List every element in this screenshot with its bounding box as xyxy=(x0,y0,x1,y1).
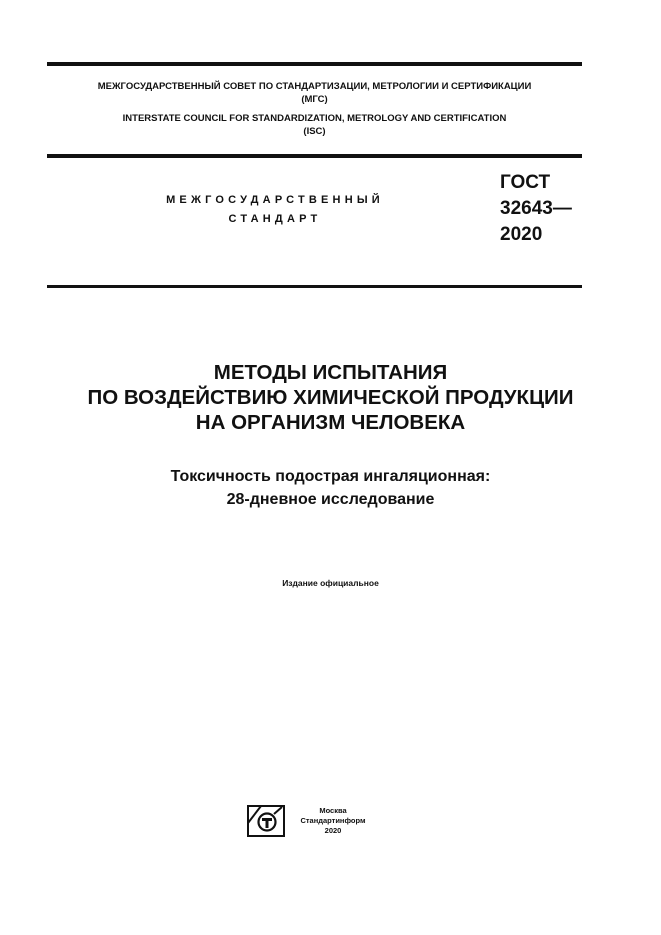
subtitle-line1: Токсичность подострая ингаляционная: xyxy=(170,468,491,485)
document-title xyxy=(30,360,631,435)
council-ru-abbr: (МГС) xyxy=(301,93,328,105)
designation-bottom-rule xyxy=(47,285,582,288)
subtitle-line2: 28-дневное исследование xyxy=(226,491,435,508)
gost-designation xyxy=(500,170,572,248)
publisher-year: 2020 xyxy=(324,826,342,835)
title-line3: НА ОРГАНИЗМ ЧЕЛОВЕКА xyxy=(195,411,466,434)
gost-label: ГОСТ xyxy=(500,172,551,193)
edition-note: Издание официальное xyxy=(282,578,379,588)
gost-number: 32643— xyxy=(500,198,572,219)
standard-kind-line2: СТАНДАРТ xyxy=(228,213,322,225)
top-rule xyxy=(47,62,582,66)
council-en: INTERSTATE COUNCIL FOR STANDARDIZATION, METROLOGY AND CERTIFICATION xyxy=(122,113,507,124)
publisher-city: Москва xyxy=(319,806,347,815)
publisher-name: Стандартинформ xyxy=(300,816,366,825)
title-line2: ПО ВОЗДЕЙСТВИЮ ХИМИЧЕСКОЙ ПРОДУКЦИИ xyxy=(87,386,574,409)
title-line1: МЕТОДЫ ИСПЫТАНИЯ xyxy=(213,361,448,384)
standartinform-logo-icon xyxy=(247,805,285,837)
gost-year: 2020 xyxy=(500,224,543,245)
header-bottom-rule xyxy=(47,154,582,158)
council-ru: МЕЖГОСУДАРСТВЕННЫЙ СОВЕТ ПО СТАНДАРТИЗАЦИИ, МЕТРОЛОГИИ И СЕРТИФИКАЦИИ xyxy=(97,81,532,92)
standard-kind-line1: МЕЖГОСУДАРСТВЕННЫЙ xyxy=(166,194,384,206)
standard-kind xyxy=(150,191,400,229)
document-subtitle xyxy=(30,465,631,511)
publisher-info xyxy=(292,806,374,836)
council-en-abbr: (ISC) xyxy=(303,125,326,137)
council-header xyxy=(47,81,582,138)
